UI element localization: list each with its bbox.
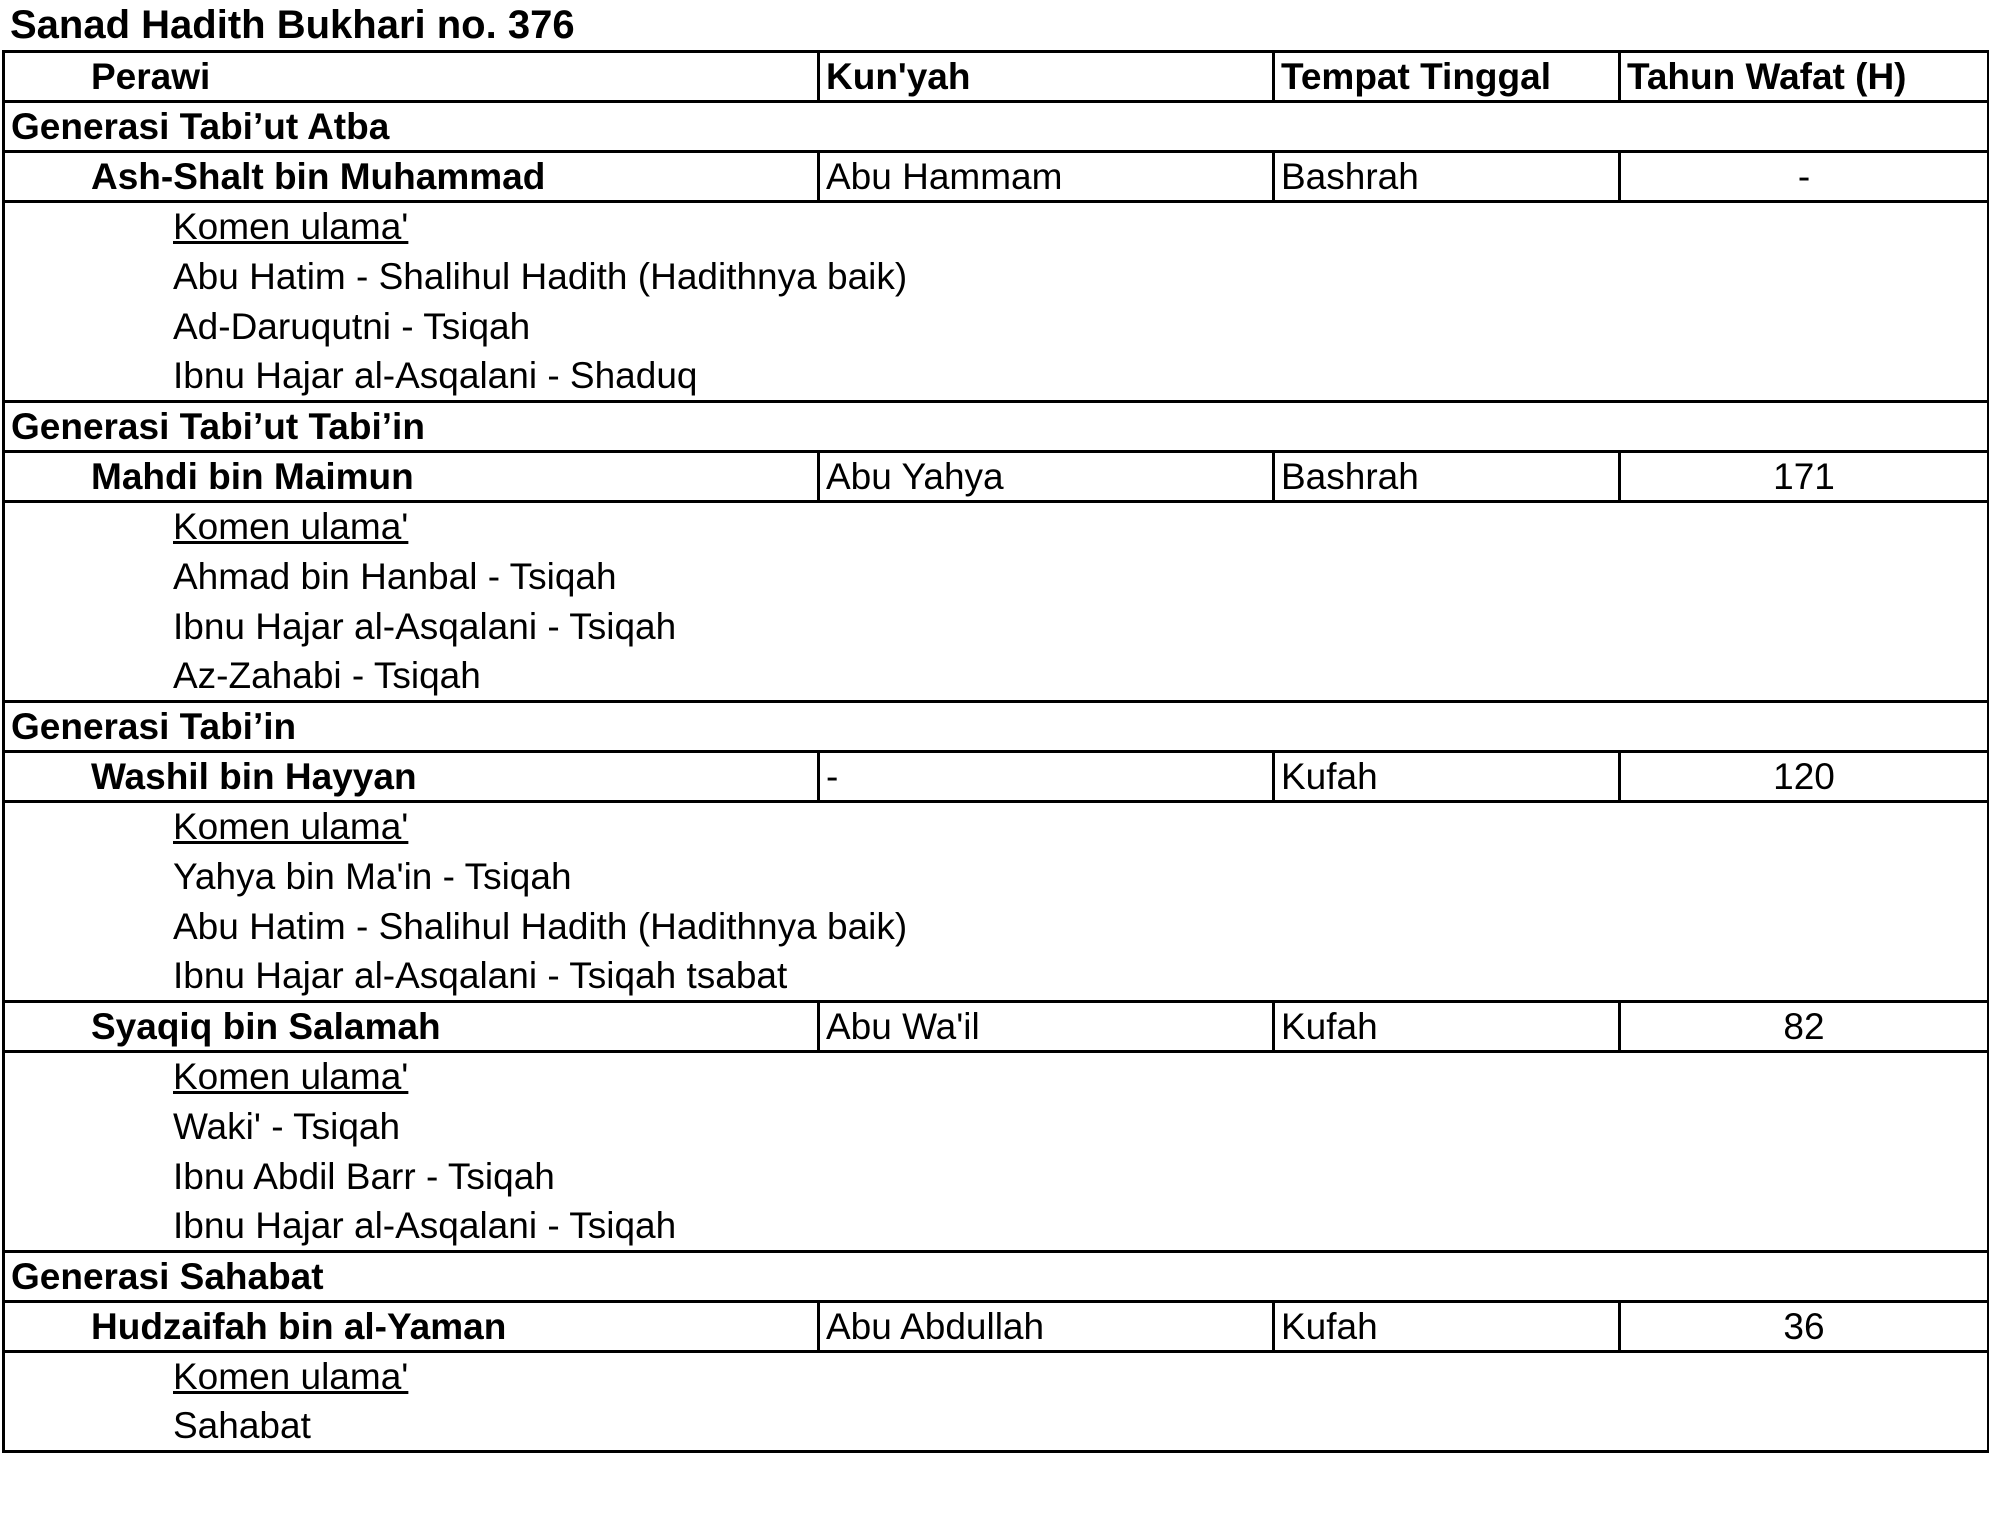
narrator-name: Washil bin Hayyan — [4, 752, 819, 802]
scholar-comment: Ahmad bin Hanbal - Tsiqah — [4, 552, 1989, 602]
generation-label: Generasi Sahabat — [4, 1252, 1989, 1302]
comment-row — [4, 952, 1989, 1002]
scholar-comment: Ad-Daruqutni - Tsiqah — [4, 302, 1989, 352]
komen-ulama-label: Komen ulama' — [173, 506, 409, 548]
scholar-comment: Abu Hatim - Shalihul Hadith (Hadithnya baik) — [4, 902, 1989, 952]
generation-row — [4, 402, 1989, 452]
narrator-kunyah: Abu Yahya — [819, 452, 1274, 502]
narrator-tempat-tinggal: Bashrah — [1274, 452, 1620, 502]
narrator-row — [4, 1002, 1989, 1052]
generation-label: Generasi Tabi’in — [4, 702, 1989, 752]
comment-row — [4, 602, 1989, 652]
komen-ulama-cell — [4, 202, 1989, 252]
narrator-row — [4, 1302, 1989, 1352]
generation-label: Generasi Tabi’ut Tabi’in — [4, 402, 1989, 452]
comment-row — [4, 352, 1989, 402]
komen-ulama-label: Komen ulama' — [173, 1356, 409, 1398]
comment-row — [4, 1202, 1989, 1252]
komen-ulama-label: Komen ulama' — [173, 1056, 409, 1098]
header-kunyah: Kun'yah — [819, 52, 1274, 102]
comment-row — [4, 1402, 1989, 1452]
header-tahun-wafat: Tahun Wafat (H) — [1620, 52, 1989, 102]
komen-ulama-cell — [4, 502, 1989, 552]
narrator-tahun-wafat: 82 — [1620, 1002, 1989, 1052]
comment-row — [4, 1152, 1989, 1202]
generation-label: Generasi Tabi’ut Atba — [4, 102, 1989, 152]
scholar-comment: Abu Hatim - Shalihul Hadith (Hadithnya baik) — [4, 252, 1989, 302]
scholar-comment: Ibnu Hajar al-Asqalani - Tsiqah — [4, 1202, 1989, 1252]
narrator-name: Hudzaifah bin al-Yaman — [4, 1302, 819, 1352]
scholar-comment: Waki' - Tsiqah — [4, 1102, 1989, 1152]
komen-ulama-row — [4, 1052, 1989, 1102]
header-row — [4, 52, 1989, 102]
scholar-comment: Ibnu Hajar al-Asqalani - Shaduq — [4, 352, 1989, 402]
generation-row — [4, 102, 1989, 152]
narrator-tahun-wafat: - — [1620, 152, 1989, 202]
comment-row — [4, 852, 1989, 902]
narrator-tahun-wafat: 120 — [1620, 752, 1989, 802]
header-tempat-tinggal: Tempat Tinggal — [1274, 52, 1620, 102]
scholar-comment: Yahya bin Ma'in - Tsiqah — [4, 852, 1989, 902]
komen-ulama-row — [4, 502, 1989, 552]
komen-ulama-cell — [4, 1052, 1989, 1102]
sanad-table — [2, 50, 1989, 1453]
comment-row — [4, 902, 1989, 952]
narrator-kunyah: Abu Wa'il — [819, 1002, 1274, 1052]
comment-row — [4, 252, 1989, 302]
comment-row — [4, 652, 1989, 702]
komen-ulama-label: Komen ulama' — [173, 206, 409, 248]
narrator-tempat-tinggal: Kufah — [1274, 752, 1620, 802]
komen-ulama-label: Komen ulama' — [173, 806, 409, 848]
narrator-row — [4, 152, 1989, 202]
narrator-tahun-wafat: 36 — [1620, 1302, 1989, 1352]
comment-row — [4, 302, 1989, 352]
narrator-tempat-tinggal: Kufah — [1274, 1002, 1620, 1052]
narrator-kunyah: Abu Abdullah — [819, 1302, 1274, 1352]
narrator-tempat-tinggal: Bashrah — [1274, 152, 1620, 202]
generation-row — [4, 702, 1989, 752]
header-perawi: Perawi — [4, 52, 819, 102]
komen-ulama-row — [4, 202, 1989, 252]
komen-ulama-cell — [4, 802, 1989, 852]
page-title: Sanad Hadith Bukhari no. 376 — [10, 3, 575, 47]
comment-row — [4, 1102, 1989, 1152]
sanad-table-body — [4, 52, 1989, 1452]
komen-ulama-row — [4, 1352, 1989, 1402]
narrator-name: Ash-Shalt bin Muhammad — [4, 152, 819, 202]
scholar-comment: Ibnu Abdil Barr - Tsiqah — [4, 1152, 1989, 1202]
comment-row — [4, 552, 1989, 602]
narrator-row — [4, 452, 1989, 502]
narrator-kunyah: - — [819, 752, 1274, 802]
narrator-tahun-wafat: 171 — [1620, 452, 1989, 502]
generation-row — [4, 1252, 1989, 1302]
scholar-comment: Ibnu Hajar al-Asqalani - Tsiqah tsabat — [4, 952, 1989, 1002]
scholar-comment: Az-Zahabi - Tsiqah — [4, 652, 1989, 702]
narrator-kunyah: Abu Hammam — [819, 152, 1274, 202]
komen-ulama-row — [4, 802, 1989, 852]
scholar-comment: Sahabat — [4, 1402, 1989, 1452]
narrator-row — [4, 752, 1989, 802]
komen-ulama-cell — [4, 1352, 1989, 1402]
narrator-tempat-tinggal: Kufah — [1274, 1302, 1620, 1352]
narrator-name: Mahdi bin Maimun — [4, 452, 819, 502]
scholar-comment: Ibnu Hajar al-Asqalani - Tsiqah — [4, 602, 1989, 652]
narrator-name: Syaqiq bin Salamah — [4, 1002, 819, 1052]
